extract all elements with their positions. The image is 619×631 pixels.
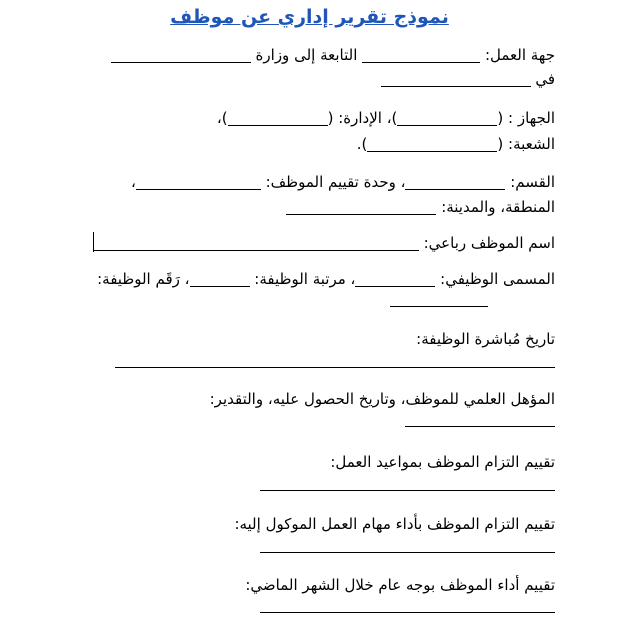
ministry-blank[interactable] — [111, 62, 251, 63]
division-label: الشعبة: ( — [497, 135, 555, 153]
job-number-label: رَقَم الوظيفة: — [97, 270, 180, 288]
section-comma: ، — [395, 173, 406, 191]
start-date-row — [65, 328, 555, 350]
tasks-row — [65, 513, 555, 535]
punctuality-row — [65, 451, 555, 473]
employer-label: جهة العمل: — [484, 46, 555, 64]
page-title: نموذج تقرير إداري عن موظف — [170, 6, 449, 28]
ministry-label: التابعة إلى وزارة — [255, 46, 358, 64]
region-row — [65, 196, 555, 218]
division-blank[interactable] — [367, 151, 497, 152]
section-blank[interactable] — [405, 189, 505, 190]
start-date-label: تاريخ مُباشرة الوظيفة: — [416, 330, 555, 348]
overall-label: تقييم أداء الموظف بوجه عام خلال الشهر الماضي: — [245, 576, 555, 594]
evaluation-unit-label: وحدة تقييم الموظف: — [265, 173, 396, 191]
tasks-blank[interactable] — [260, 552, 555, 553]
overall-row — [65, 574, 555, 596]
region-city-blank[interactable] — [286, 214, 436, 215]
region-city-label: المنطقة، والمدينة: — [441, 198, 555, 216]
agency-label: الجهاز : ( — [497, 109, 555, 127]
job-grade-blank[interactable] — [190, 286, 250, 287]
job-grade-comma: ، — [179, 270, 190, 288]
employee-name-label: اسم الموظف رباعي: — [423, 234, 555, 252]
text-cursor — [93, 232, 94, 252]
overall-blank[interactable] — [260, 612, 555, 613]
agency-close: )، — [381, 109, 398, 127]
job-title-blank[interactable] — [355, 286, 435, 287]
employee-name-row — [65, 232, 555, 254]
evaluation-unit-comma: ، — [130, 173, 136, 191]
qualification-label: المؤهل العلمي للموظف، وتاريخ الحصول عليه، والتقدير: — [209, 390, 555, 408]
department-blank[interactable] — [228, 125, 328, 126]
department-close: )، — [216, 109, 228, 127]
job-title-label: المسمى الوظيفي: — [440, 270, 555, 288]
job-grade-label: مرتبة الوظيفة: — [254, 270, 346, 288]
punctuality-blank[interactable] — [260, 490, 555, 491]
in-label: في — [535, 70, 555, 88]
tasks-label: تقييم التزام الموظف بأداء مهام العمل الموكول إليه: — [234, 515, 555, 533]
job-row — [65, 268, 555, 290]
job-title-comma: ، — [345, 270, 356, 288]
start-date-blank[interactable] — [115, 367, 555, 368]
evaluation-unit-blank[interactable] — [136, 189, 261, 190]
department-label: الإدارة: ( — [327, 109, 382, 127]
agency-row — [65, 107, 555, 129]
section-label: القسم: — [510, 173, 555, 191]
employer-row — [65, 44, 555, 66]
division-row — [65, 133, 555, 155]
punctuality-label: تقييم التزام الموظف بمواعيد العمل: — [330, 453, 555, 471]
employee-name-blank[interactable] — [94, 250, 419, 251]
division-close: ). — [356, 135, 368, 153]
qualification-row — [65, 388, 555, 410]
in-row — [65, 68, 555, 90]
job-number-blank[interactable] — [390, 306, 488, 307]
in-blank[interactable] — [381, 86, 531, 87]
employer-blank[interactable] — [362, 62, 480, 63]
agency-blank[interactable] — [397, 125, 497, 126]
qualification-blank[interactable] — [405, 426, 555, 427]
section-row — [65, 171, 555, 193]
